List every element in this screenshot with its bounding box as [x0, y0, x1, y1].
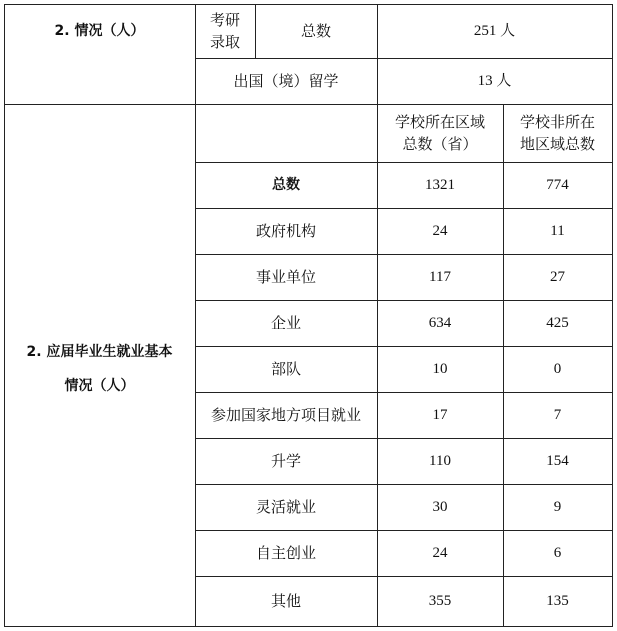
- row-local: 355: [428, 592, 452, 609]
- row-category: 参加国家地方项目就业: [210, 405, 361, 424]
- row-local: 634: [428, 314, 452, 331]
- row-category: 升学: [270, 451, 301, 470]
- row-nonlocal: 6: [553, 544, 562, 561]
- row-category: 自主创业: [255, 543, 316, 562]
- row-nonlocal: 135: [546, 592, 569, 609]
- kaoyan-label-line1: 考研: [209, 10, 240, 29]
- rule: [4, 626, 613, 627]
- row-category: 总数: [272, 176, 300, 193]
- row-category: 灵活就业: [255, 497, 316, 516]
- kaoyan-label: [195, 4, 255, 58]
- row-local: 117: [429, 268, 451, 285]
- row-nonlocal: 11: [550, 222, 565, 239]
- row-nonlocal: 9: [553, 498, 562, 515]
- section2-label: [4, 330, 195, 410]
- row-nonlocal: 7: [553, 406, 562, 423]
- row-local: 24: [432, 544, 448, 561]
- rule: [612, 4, 613, 627]
- row-local: 1321: [425, 176, 455, 193]
- col-header-nonlocal-line1: 学校非所在: [519, 112, 595, 131]
- section2-label-line1: 2. 应届毕业生就业基本: [26, 344, 173, 361]
- col-header-nonlocal-line2: 地区域总数: [519, 135, 595, 153]
- row-category: 其他: [270, 591, 301, 610]
- row-nonlocal: 425: [546, 314, 569, 331]
- row-nonlocal: 27: [550, 268, 565, 285]
- col-header-local-line2: 总数（省）: [402, 135, 478, 153]
- total-value: 251 人: [473, 22, 516, 39]
- row-local: 30: [432, 498, 448, 515]
- row-category: 部队: [270, 359, 301, 378]
- section1-label: 2. 情况（人）: [54, 22, 145, 39]
- abroad-value: 13 人: [477, 72, 512, 89]
- abroad-label: 出国（境）留学: [233, 71, 339, 90]
- row-category: 政府机构: [255, 221, 316, 240]
- row-local: 24: [432, 222, 448, 239]
- rule: [4, 4, 5, 627]
- row-nonlocal: 774: [546, 176, 569, 193]
- row-nonlocal: 154: [546, 452, 569, 469]
- col-header-local: [377, 104, 503, 162]
- row-local: 17: [432, 406, 448, 423]
- row-category: 事业单位: [255, 267, 316, 286]
- row-category: 企业: [270, 313, 301, 332]
- section2-label-line2: 情况（人）: [64, 378, 135, 394]
- col-header-nonlocal: [503, 104, 612, 162]
- row-local: 10: [432, 360, 448, 377]
- row-local: 110: [429, 452, 451, 469]
- col-header-local-line1: 学校所在区域: [394, 112, 485, 131]
- total-label: 总数: [300, 21, 331, 40]
- kaoyan-label-line2: 录取: [209, 33, 240, 51]
- row-nonlocal: 0: [553, 360, 562, 377]
